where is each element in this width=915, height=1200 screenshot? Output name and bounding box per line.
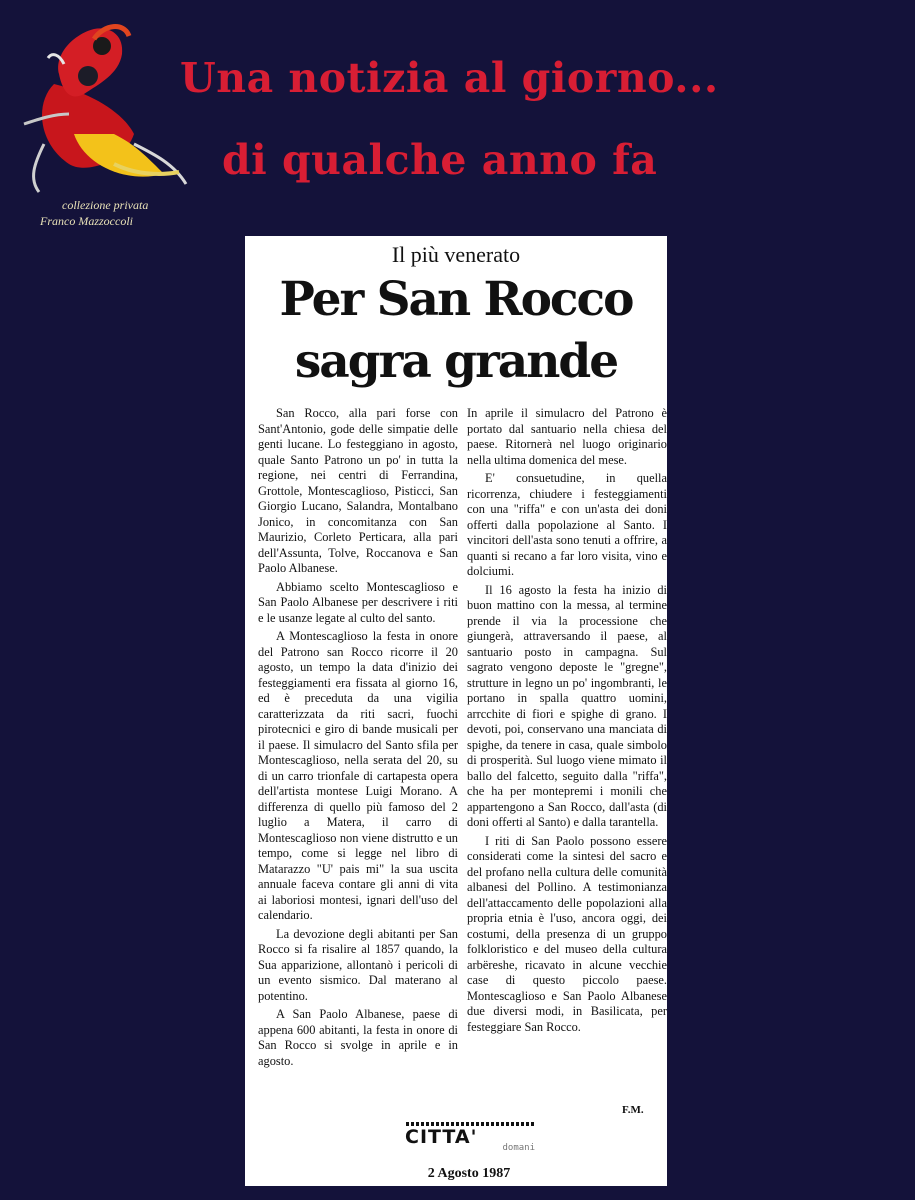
article-headline-line1: Per San Rocco [279, 272, 633, 327]
logo-caption-owner: Franco Mazzoccoli [40, 214, 133, 228]
paragraph: Il 16 agosto la festa ha inizio di buon mattino con la messa, al termine prende il via la processione che giungerà, attraversando il paese, al santuario posto in campagna. Sul sagrato vengono deposte le "gregne", strutture in legno un po' ingombranti, le portano in spalla quattro uomini, arrcchite di fiori e spighe di grano. I devoti, poi, conservano una manciata di spighe, da tenere in casa, quale simbolo di prosperità. Sul luogo viene mimato il ballo del falcetto, seguito dalla "riffa", che ha per montepremi i monili che appartengono a San Rocco, dall'asta (di doni offerti al Santo) e dalla tarantella. [467, 582, 667, 829]
newspaper-masthead [405, 1122, 535, 1152]
paragraph: E' consuetudine, in quella ricorrenza, chiudere i festeggiamenti con una "riffa" e con un'asta dei doni offerti dalla popolazione al Santo. I vincitori dell'asta sono tenuti a offrire, a quanti si recano a far loro visita, vino e dolciumi. [467, 471, 667, 578]
paragraph: A Montescaglioso la festa in onore del Patrono san Rocco ricorre il 20 agosto, un tempo la data d'inizio dei festeggiamenti era fissata al giorno 16, ed è preceduta da una vigilia caratterizzata da riti sacri, fuochi pirotecnici e giro di bande musicali per il paese. Il simulacro del Santo sfila per Montescaglioso, nella serata del 20, su di un carro trionfale di cartapesta opera dell'artista montese Luigi Morano. A differenza di quello più famoso del 2 luglio a Matera, il carro di Montescaglioso non viene distrutto e un tempo, come si legge nel libro di Matarazzo "U' pais mi" la sua uscita annuale faceva contare gli anni di vita ai laboriosi montesi, ignari dell'uso del calendario. [258, 629, 458, 922]
publication-date: 2 Agosto 1987 [427, 1166, 511, 1181]
header-title-line1: Una notizia al giorno... [180, 54, 719, 102]
paragraph: San Rocco, alla pari forse con Sant'Antonio, gode delle simpatie delle genti lucane. Lo festeggiano in agosto, quale Santo Patrono un po' in tutta la regione, nei centri di Ferrandina, Grottole, Montescaglioso, Pisticci, San Giorgio Lucano, Salandra, Montalbano Jonico, in concomitanza con San Maurizio, Corleto Perticara, alla pari dell'Assunta, Tolve, Roccanova e San Paolo Albanese. [258, 406, 458, 575]
article-kicker: Il più venerato [391, 242, 521, 267]
article-column-left [258, 406, 458, 1072]
header-title-line2: di qualche anno fa [222, 136, 658, 184]
paragraph: A San Paolo Albanese, paese di appena 600 abitanti, la festa in onore di San Rocco si svolge in aprile e in agosto. [258, 1007, 458, 1068]
paragraph: La devozione degli abitanti per San Rocco si fa risalire al 1857 quando, la Sua apparizione, allontanò i pericoli di un evento sismico. Dal materano al potentino. [258, 926, 458, 1003]
paragraph: In aprile il simulacro del Patrono è portato dal santuario nella chiesa del paese. Ritornerà nel luogo originario nella ultima domenica del mese. [467, 406, 667, 467]
paragraph: Abbiamo scelto Montescaglioso e San Paolo Albanese per descrivere i riti e le usanze legate al culto del santo. [258, 579, 458, 625]
newspaper-clipping [245, 236, 667, 1186]
article-signature: F.M. [622, 1104, 644, 1116]
masthead-subtitle: domani [502, 1143, 535, 1153]
article-headline-line2: sagra grande [294, 334, 618, 389]
dancer-figure-icon [14, 14, 192, 204]
logo-caption-collection: collezione privata [62, 198, 149, 212]
paragraph: I riti di San Paolo possono essere considerati come la sintesi del sacro e del profano nella cultura delle comunità albanesi del Pollino. A testimonianza dell'attaccamento delle popolazioni alla propria etnia è l'uso, ancora oggi, dei costumi, della presenza di un gruppo folkloristico e del museo della cultura arbëreshe, ricavato in alcune vecchie case di questo piccolo paese. Montescaglioso e San Paolo Albanese due diversi modi, in Basilicata, per festeggiare San Rocco. [467, 833, 667, 1034]
masthead-name: CITTA' [405, 1126, 478, 1148]
article-column-right [467, 406, 667, 1038]
collection-logo [14, 14, 192, 226]
